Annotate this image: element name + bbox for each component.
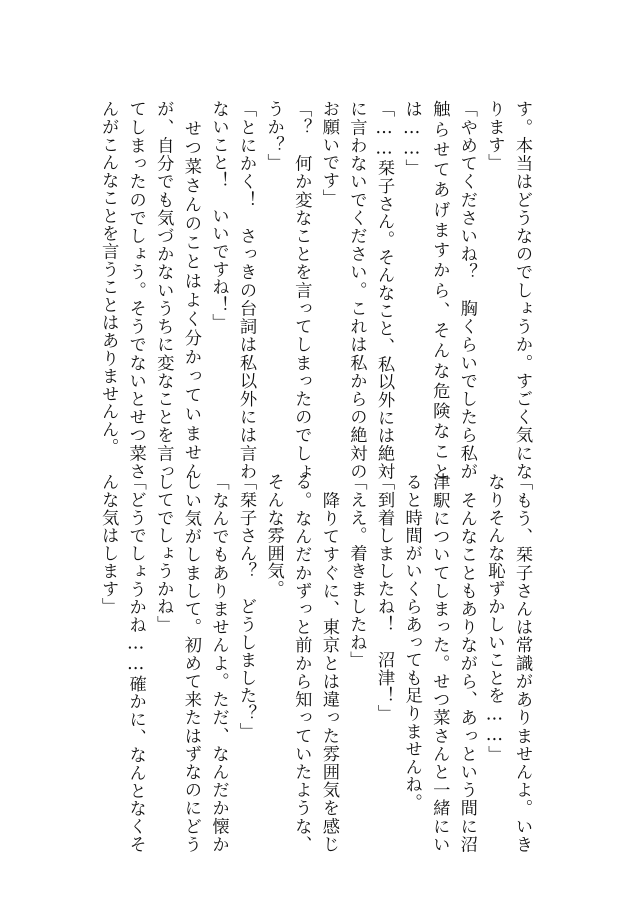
paragraph: そんなこともありながら、あっという間に沼津駅についてしまった。せつ菜さんと一緒にいると時間がいくらあっても足りませんね。 [401, 473, 477, 853]
paragraph: 「？ 何か変なことを言ってしまったのでしょうか？」 [263, 100, 312, 480]
paragraph: 「……栞子さん。そんなこと、私以外には絶対に言わないでください。これは私からの絶対のお願いです」 [318, 100, 395, 480]
paragraph: 「もう、栞子さんは常識がありませんよ。いきなりそんな恥ずかしいことを……」 [484, 473, 532, 853]
paragraph: 「栞子さん？ どうしました？」 [236, 473, 257, 740]
upper-text-block [90, 100, 535, 480]
paragraph: 「なんでもありませんよ。ただ、なんだか懐かしい気がしまして。初めて来たはずなのにどうしてでしょうかね」 [153, 473, 229, 853]
paragraph: す。本当はどうなのでしょうか。すごく気になります」 [484, 100, 532, 480]
paragraph: 「どうでしょうかね……確かに、なんとなくそんな気はします」 [98, 473, 146, 853]
paragraph: 「とにかく！ さっきの台詞は私以外には言わないこと！ いいですね！」 [208, 100, 257, 480]
paragraph: せつ菜さんのことはよく分かっていませんが、自分でも気づかないうちに変なことを言ってしまったのでしょう。そうでないとせつ菜さんがこんなことを言うことはありませんん。 [98, 100, 201, 480]
paragraph: 「やめてくださいね？ 胸くらいでしたら私が触らせてあげますから、そんな危険なことは……」 [401, 100, 477, 480]
lower-text-block [90, 473, 535, 853]
paragraph: 「到着しましたね！ 沼津！」 [374, 473, 395, 723]
paragraph: 降りてすぐに、東京とは違った雰囲気を感じる。なんだかずっと前から知っていたような、そんな雰囲気。 [263, 473, 339, 853]
paragraph: 「ええ。着きましたね」 [346, 473, 367, 669]
